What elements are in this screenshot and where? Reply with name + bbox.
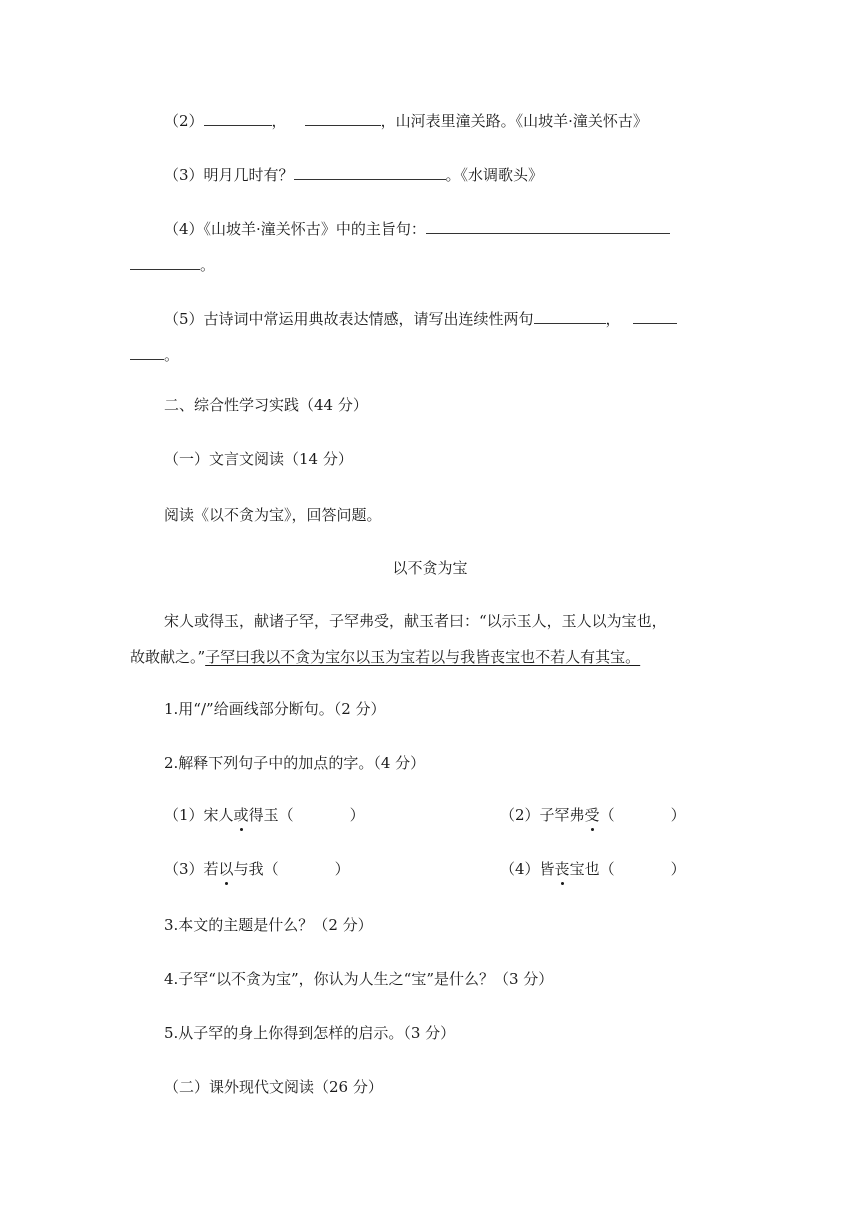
question-item: 2.解释下列句子中的加点的字。（4 分） xyxy=(164,754,426,772)
answer-blank[interactable] xyxy=(294,165,446,180)
passage-title: 以不贪为宝 xyxy=(392,559,468,577)
answer-blank[interactable] xyxy=(305,111,381,126)
reading-instruction: 阅读《以不贪为宝》，回答问题。 xyxy=(164,506,382,524)
answer-blank[interactable] xyxy=(130,255,200,270)
question-text: （3）明月几时有？ xyxy=(164,166,294,184)
explain-item-4: （4）皆丧宝也（ ） xyxy=(500,860,686,878)
dotted-char: 受 xyxy=(584,806,600,824)
question-5-line-cont: 。 xyxy=(130,344,179,366)
question-4-line-cont: 。 xyxy=(130,254,215,276)
explain-item-3: （3）若以与我（ ） xyxy=(164,860,350,878)
question-number: （2） xyxy=(164,112,204,130)
dotted-char: 或 xyxy=(233,806,249,824)
answer-blank[interactable] xyxy=(130,345,164,360)
explain-item-1: （1）宋人或得玉（ ） xyxy=(164,806,365,824)
question-3-line xyxy=(164,164,543,186)
question-2-line: （2） ， ，山河表里潼关路。《山坡羊·潼关怀古》 xyxy=(164,112,648,130)
answer-blank[interactable] xyxy=(534,309,606,324)
answer-blank[interactable] xyxy=(633,309,677,324)
passage-line-2 xyxy=(130,646,640,668)
question-item: 4.子罕“以不贪为宝”，你认为人生之“宝”是什么？（3 分） xyxy=(164,970,554,988)
question-text: ，山河表里潼关路。《山坡羊·潼关怀古》 xyxy=(380,112,648,130)
passage-line-1: 宋人或得玉，献诸子罕，子罕弗受，献玉者曰：“以示玉人，玉人以为宝也， xyxy=(164,612,667,630)
question-item: 5.从子罕的身上你得到怎样的启示。（3 分） xyxy=(164,1024,456,1042)
question-5-line: （5）古诗词中常运用典故表达情感，请写出连续性两句 ， xyxy=(164,308,677,330)
section-heading: 二、综合性学习实践（44 分） xyxy=(164,396,368,414)
question-text: （4）《山坡羊·潼关怀古》中的主旨句： xyxy=(164,220,426,238)
passage-text: 故敢献之。” xyxy=(130,648,206,666)
subsection-heading: （二）课外现代文阅读（26 分） xyxy=(164,1078,383,1096)
explain-item-2: （2）子罕弗受（ ） xyxy=(500,806,686,824)
answer-blank[interactable] xyxy=(426,219,670,234)
answer-blank[interactable] xyxy=(204,111,272,126)
question-text: （5）古诗词中常运用典故表达情感，请写出连续性两句 xyxy=(164,310,534,328)
question-4-line xyxy=(164,218,670,240)
dotted-char: 丧 xyxy=(554,860,570,878)
question-item: 1.用“/”给画线部分断句。（2 分） xyxy=(164,700,386,718)
underlined-passage: 子罕曰我以不贪为宝尔以玉为宝若以与我皆丧宝也不若人有其宝。 xyxy=(205,648,641,666)
question-item: 3.本文的主题是什么？（2 分） xyxy=(164,916,373,934)
dotted-char: 以 xyxy=(218,860,234,878)
question-source: 。《水调歌头》 xyxy=(445,166,544,184)
subsection-heading: （一）文言文阅读（14 分） xyxy=(164,450,353,468)
